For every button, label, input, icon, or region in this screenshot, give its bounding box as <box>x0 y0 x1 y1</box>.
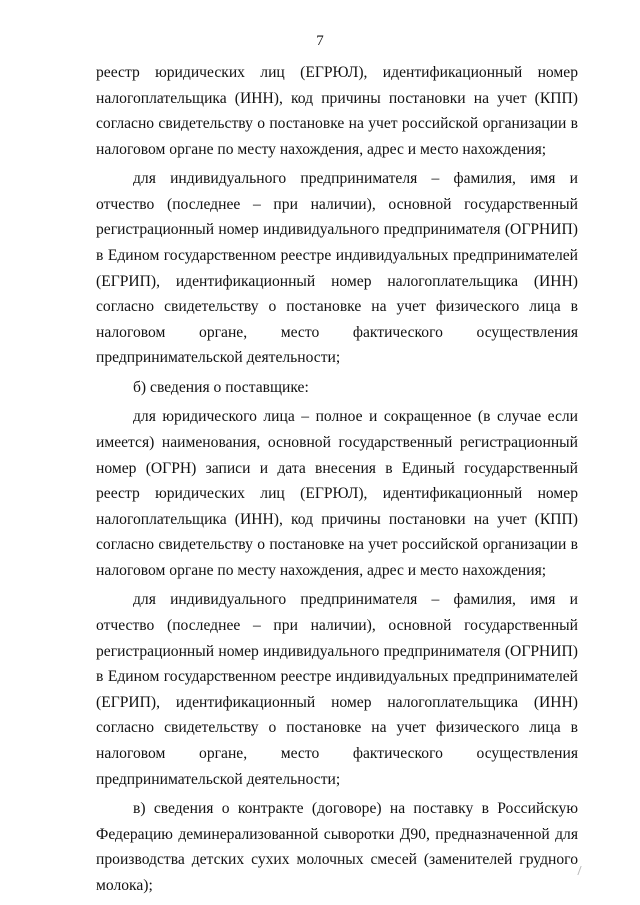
paragraph-supplier-heading: б) сведения о поставщике: <box>133 378 309 396</box>
scan-mark <box>577 866 585 875</box>
document-body <box>96 60 578 898</box>
paragraph-supplier-individual-entrepreneur: для индивидуального предпринимателя – фамилия, имя и отчество (последнее – при наличии), основной государственный регистрационный номер индивидуального предпринимателя (ОГРНИП) в Едином государственном реестре индивидуальных предпринимателей (ЕГРИП), идентификационный номер налогоплательщика (ИНН) согласно свидетельству о постановке на учет физического лица в налоговом органе, место фактического осуществления предпринимательской деятельности; <box>96 591 578 788</box>
paragraph-contract-info: в) сведения о контракте (договоре) на поставку в Российскую Федерацию деминерализованной сыворотки Д90, предназначенной для производства детских сухих молочных смесей (заменителей грудного молока); <box>96 800 578 894</box>
paragraph-supplier-legal-entity: для юридического лица – полное и сокращенное (в случае если имеется) наименования, основной государственный регистрационный номер (ОГРН) записи и дата внесения в Единый государственный реестр юридических лиц (ЕГРЮЛ), идентификационный номер налогоплательщика (ИНН), код причины постановки на учет (КПП) согласно свидетельству о постановке на учет российской организации в налоговом органе по месту нахождения, адрес и место нахождения; <box>96 408 578 579</box>
paragraph-individual-entrepreneur: для индивидуального предпринимателя – фамилия, имя и отчество (последнее – при наличии), основной государственный регистрационный номер индивидуального предпринимателя (ОГРНИП) в Едином государственном реестре индивидуальных предпринимателей (ЕГРИП), идентификационный номер налогоплательщика (ИНН) согласно свидетельству о постановке на учет физического лица в налоговом органе, место фактического осуществления предпринимательской деятельности; <box>96 170 578 367</box>
page-number: 7 <box>316 33 324 49</box>
paragraph-continuation: реестр юридических лиц (ЕГРЮЛ), идентификационный номер налогоплательщика (ИНН), код причины постановки на учет (КПП) согласно свидетельству о постановке на учет российской организации в налоговом органе по месту нахождения, адрес и место нахождения; <box>96 64 578 158</box>
